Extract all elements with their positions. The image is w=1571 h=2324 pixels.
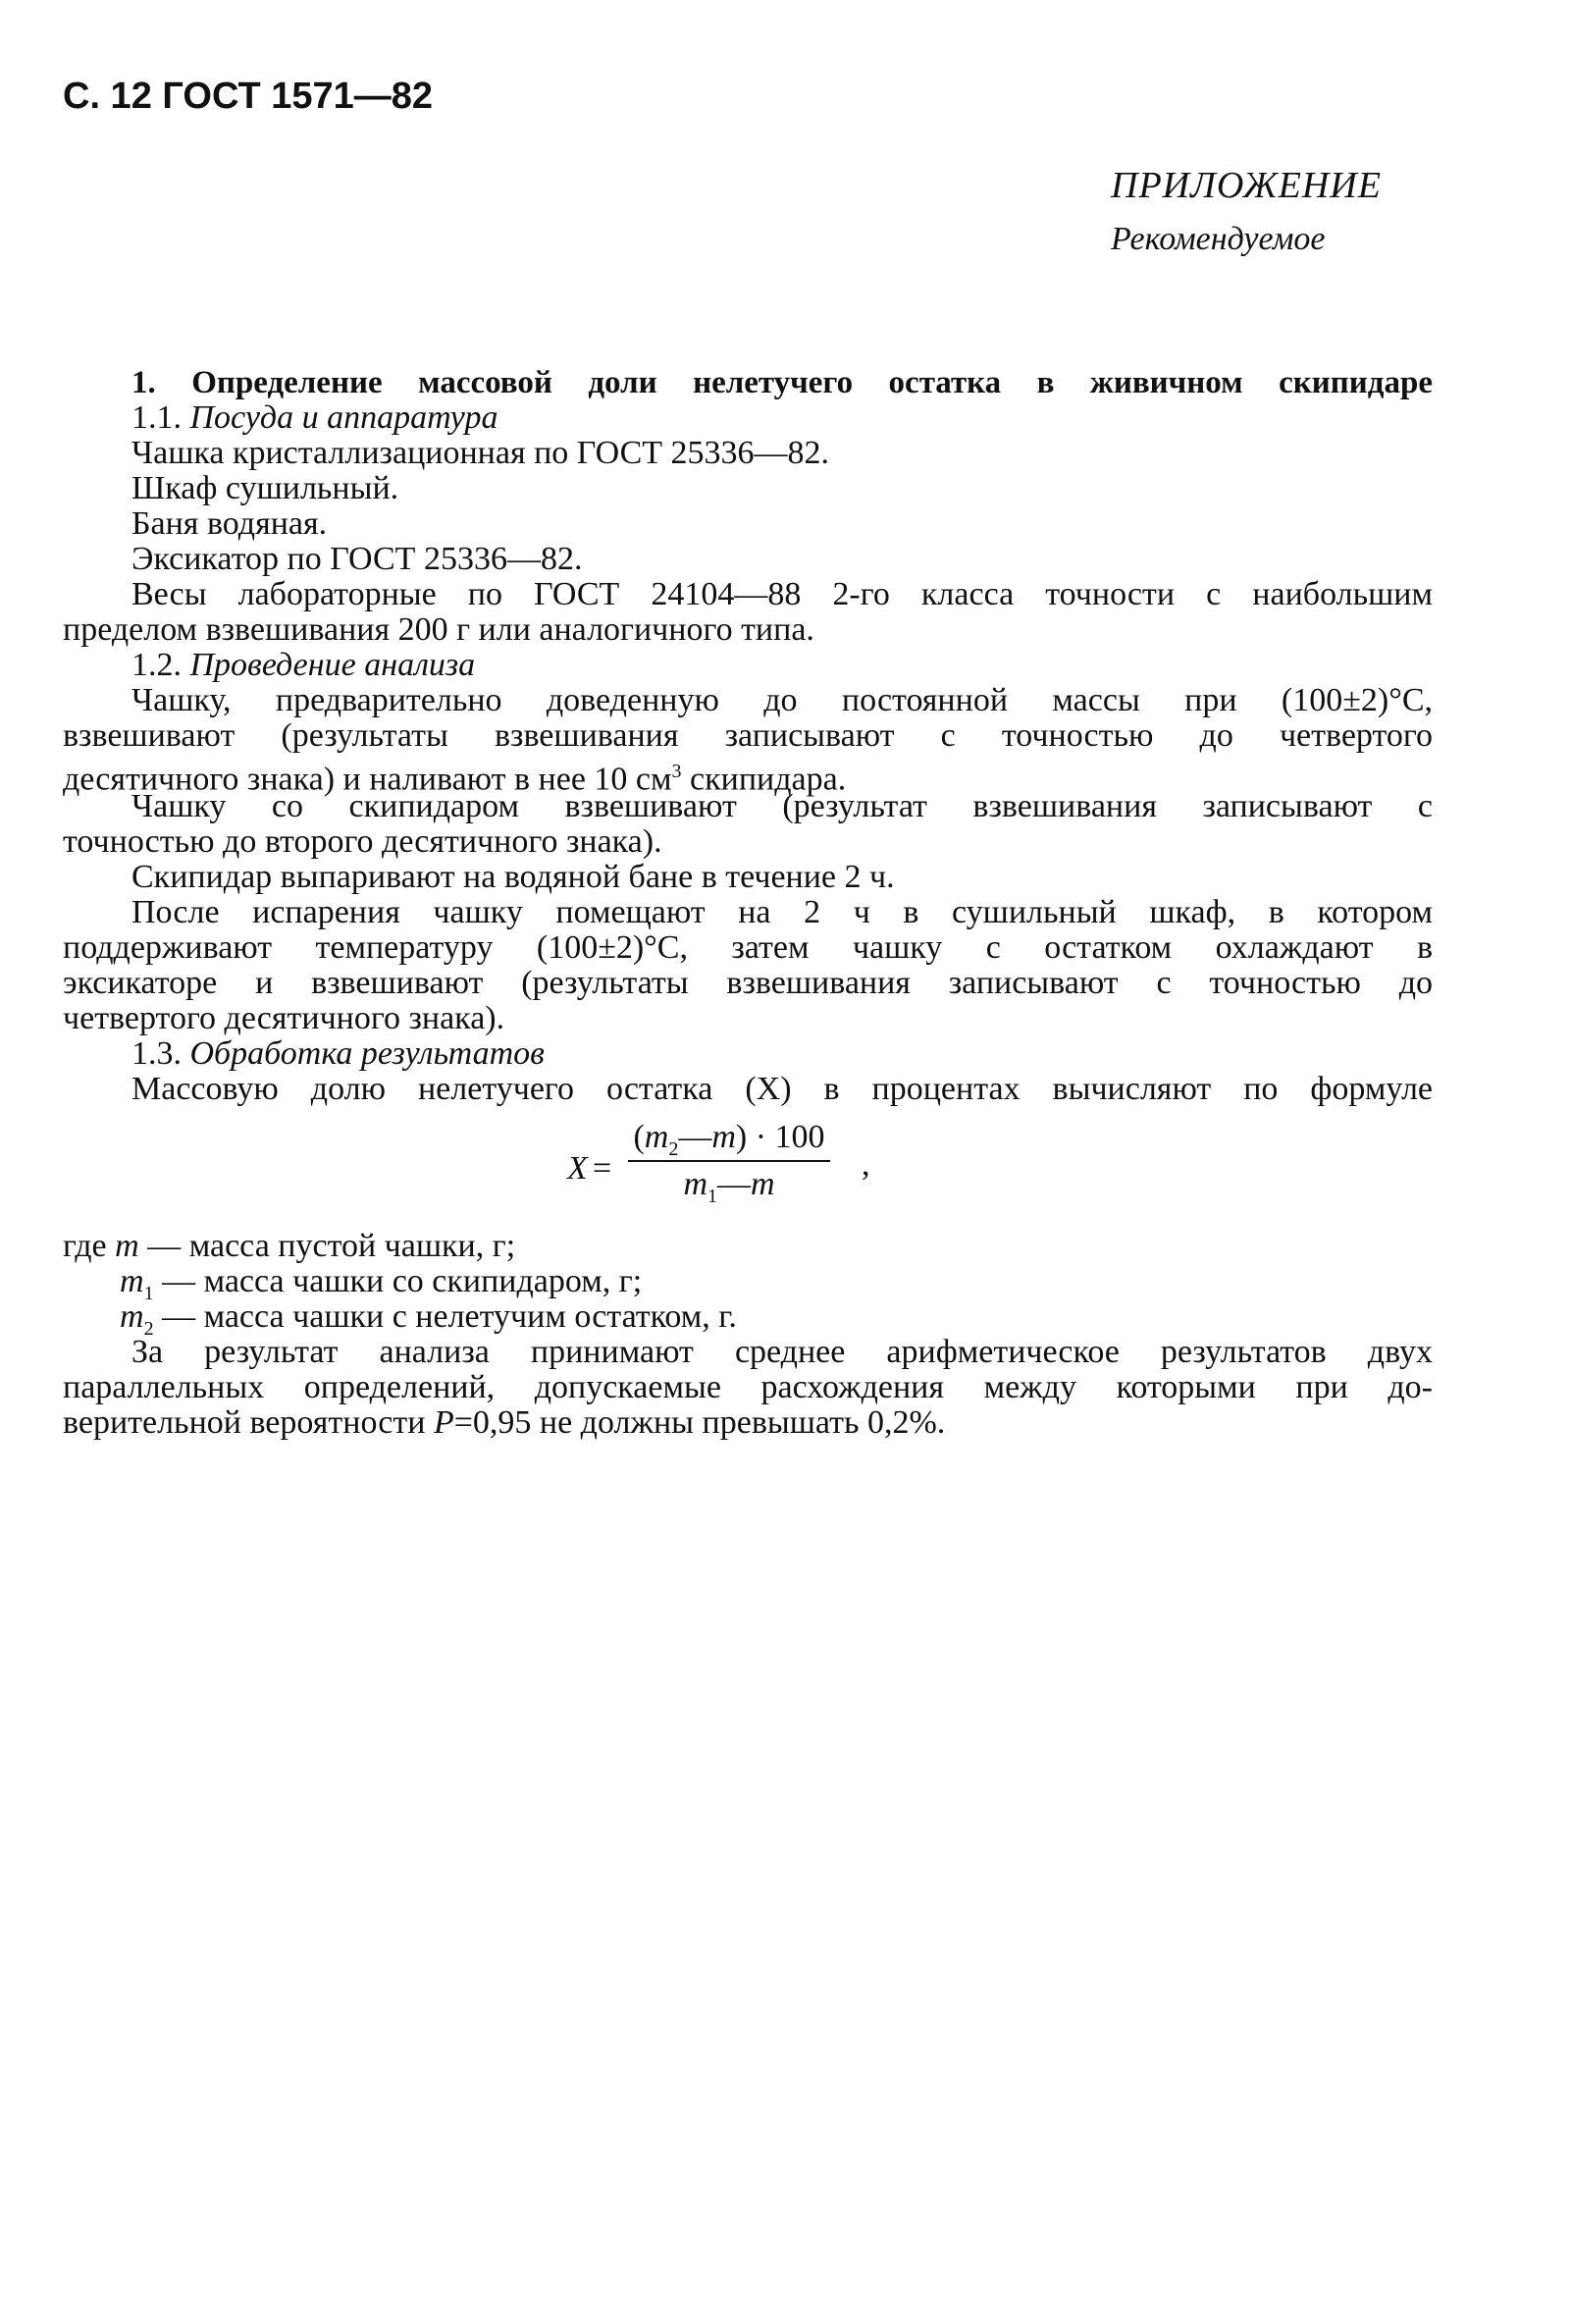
superscript: 3 xyxy=(671,761,682,782)
where-prefix: где xyxy=(63,1228,116,1264)
subsection-number: 1.2. xyxy=(131,647,182,683)
equipment-item: Чашка кристаллизационная по ГОСТ 25336—82. xyxy=(131,435,830,471)
symbol: m xyxy=(751,1166,775,1202)
multiplier: · 100 xyxy=(747,1119,825,1155)
subsection-number: 1.1. xyxy=(131,399,182,436)
fraction-bar xyxy=(628,1160,830,1162)
equipment-item: Баня водяная. xyxy=(131,505,328,542)
symbol: m xyxy=(644,1119,669,1155)
text-fragment: верительной вероятности xyxy=(63,1404,434,1441)
subsection-1-2 xyxy=(131,648,1433,683)
formula-numerator xyxy=(626,1119,832,1161)
subsection-title: Обработка результатов xyxy=(189,1035,545,1072)
paragraph-line: Чашку, предварительно доведенную до постоянной массы при (100±2)°С, xyxy=(131,682,1433,718)
scales-line: Весы лабораторные по ГОСТ 24104—88 2-го класса точности с наибольшим xyxy=(131,576,1433,612)
symbol: m xyxy=(683,1166,707,1202)
symbol: P xyxy=(433,1404,454,1441)
paren: ( xyxy=(633,1119,645,1155)
paragraph-line: Чашку со скипидаром взвешивают (результат взвешивания записывают с xyxy=(131,788,1433,824)
where-text: — масса пустой чашки, г; xyxy=(138,1228,516,1264)
dash: — xyxy=(678,1119,712,1155)
text-fragment: =0,95 не должны превышать 0,2%. xyxy=(453,1404,946,1441)
formula-comma: , xyxy=(862,1146,870,1183)
subscript: 2 xyxy=(668,1137,679,1160)
paragraph-line: поддерживают температуру (100±2)°С, затем чашку с остатком охлаждают в xyxy=(63,929,1433,966)
formula-equals: = xyxy=(593,1150,612,1187)
text-fragment: скипидара. xyxy=(681,761,847,798)
paragraph-line: четвертого десятичного знака). xyxy=(63,1000,505,1036)
paragraph-line: эксикаторе и взвешивают (результаты взвешивания записывают с точностью до xyxy=(63,965,1433,1001)
appendix-title: ПРИЛОЖЕНИЕ xyxy=(1111,165,1382,206)
text-fragment: десятичного знака) и наливают в нее 10 см xyxy=(63,761,672,798)
section-heading: 1. Определение массовой доли нелетучего остатка в живичном скипидаре xyxy=(131,365,1433,400)
symbol: m xyxy=(711,1119,736,1155)
subsection-1-1 xyxy=(131,400,1433,436)
paragraph-line: параллельных определений, допускаемые расхождения между которыми при до- xyxy=(63,1369,1433,1405)
paragraph-line: взвешивают (результаты взвешивания записывают с точностью до четвертого xyxy=(63,717,1433,754)
subscript: 1 xyxy=(143,1282,154,1304)
appendix-subtitle: Рекомендуемое xyxy=(1111,221,1326,257)
dash: — xyxy=(717,1166,751,1202)
where-text: — масса чашки со скипидаром, г; xyxy=(153,1263,643,1299)
subsection-1-3 xyxy=(131,1036,1433,1072)
subsection-title: Проведение анализа xyxy=(189,647,476,683)
where-item xyxy=(63,1229,1364,1264)
subscript: 2 xyxy=(143,1317,154,1340)
paragraph-line xyxy=(63,1405,1364,1441)
paragraph-line: Массовую долю нелетучего остатка (X) в процентах вычисляют по формуле xyxy=(131,1071,1433,1107)
subsection-title: Посуда и аппаратура xyxy=(189,399,498,436)
paren: ) xyxy=(735,1119,748,1155)
paragraph-line: Скипидар выпаривают на водяной бане в течение 2 ч. xyxy=(131,859,895,895)
equipment-item: Шкаф сушильный. xyxy=(131,470,399,506)
formula xyxy=(567,1119,920,1217)
formula-lhs: X xyxy=(567,1150,588,1187)
paragraph-line: точностью до второго десятичного знака). xyxy=(63,823,662,860)
symbol: m xyxy=(120,1298,144,1335)
symbol: m xyxy=(115,1228,139,1264)
scales-line: пределом взвешивания 200 г или аналогичного типа. xyxy=(63,611,814,648)
subscript: 1 xyxy=(707,1185,717,1207)
where-text: — масса чашки с нелетучим остатком, г. xyxy=(153,1298,737,1335)
symbol: m xyxy=(120,1263,144,1299)
paragraph-line: После испарения чашку помещают на 2 ч в сушильный шкаф, в котором xyxy=(131,894,1433,930)
subsection-number: 1.3. xyxy=(131,1035,182,1072)
paragraph-line: За результат анализа принимают среднее арифметическое результатов двух xyxy=(131,1334,1433,1370)
page-header: С. 12 ГОСТ 1571—82 xyxy=(63,76,434,117)
equipment-item: Эксикатор по ГОСТ 25336—82. xyxy=(131,541,583,577)
formula-denominator xyxy=(626,1166,832,1208)
